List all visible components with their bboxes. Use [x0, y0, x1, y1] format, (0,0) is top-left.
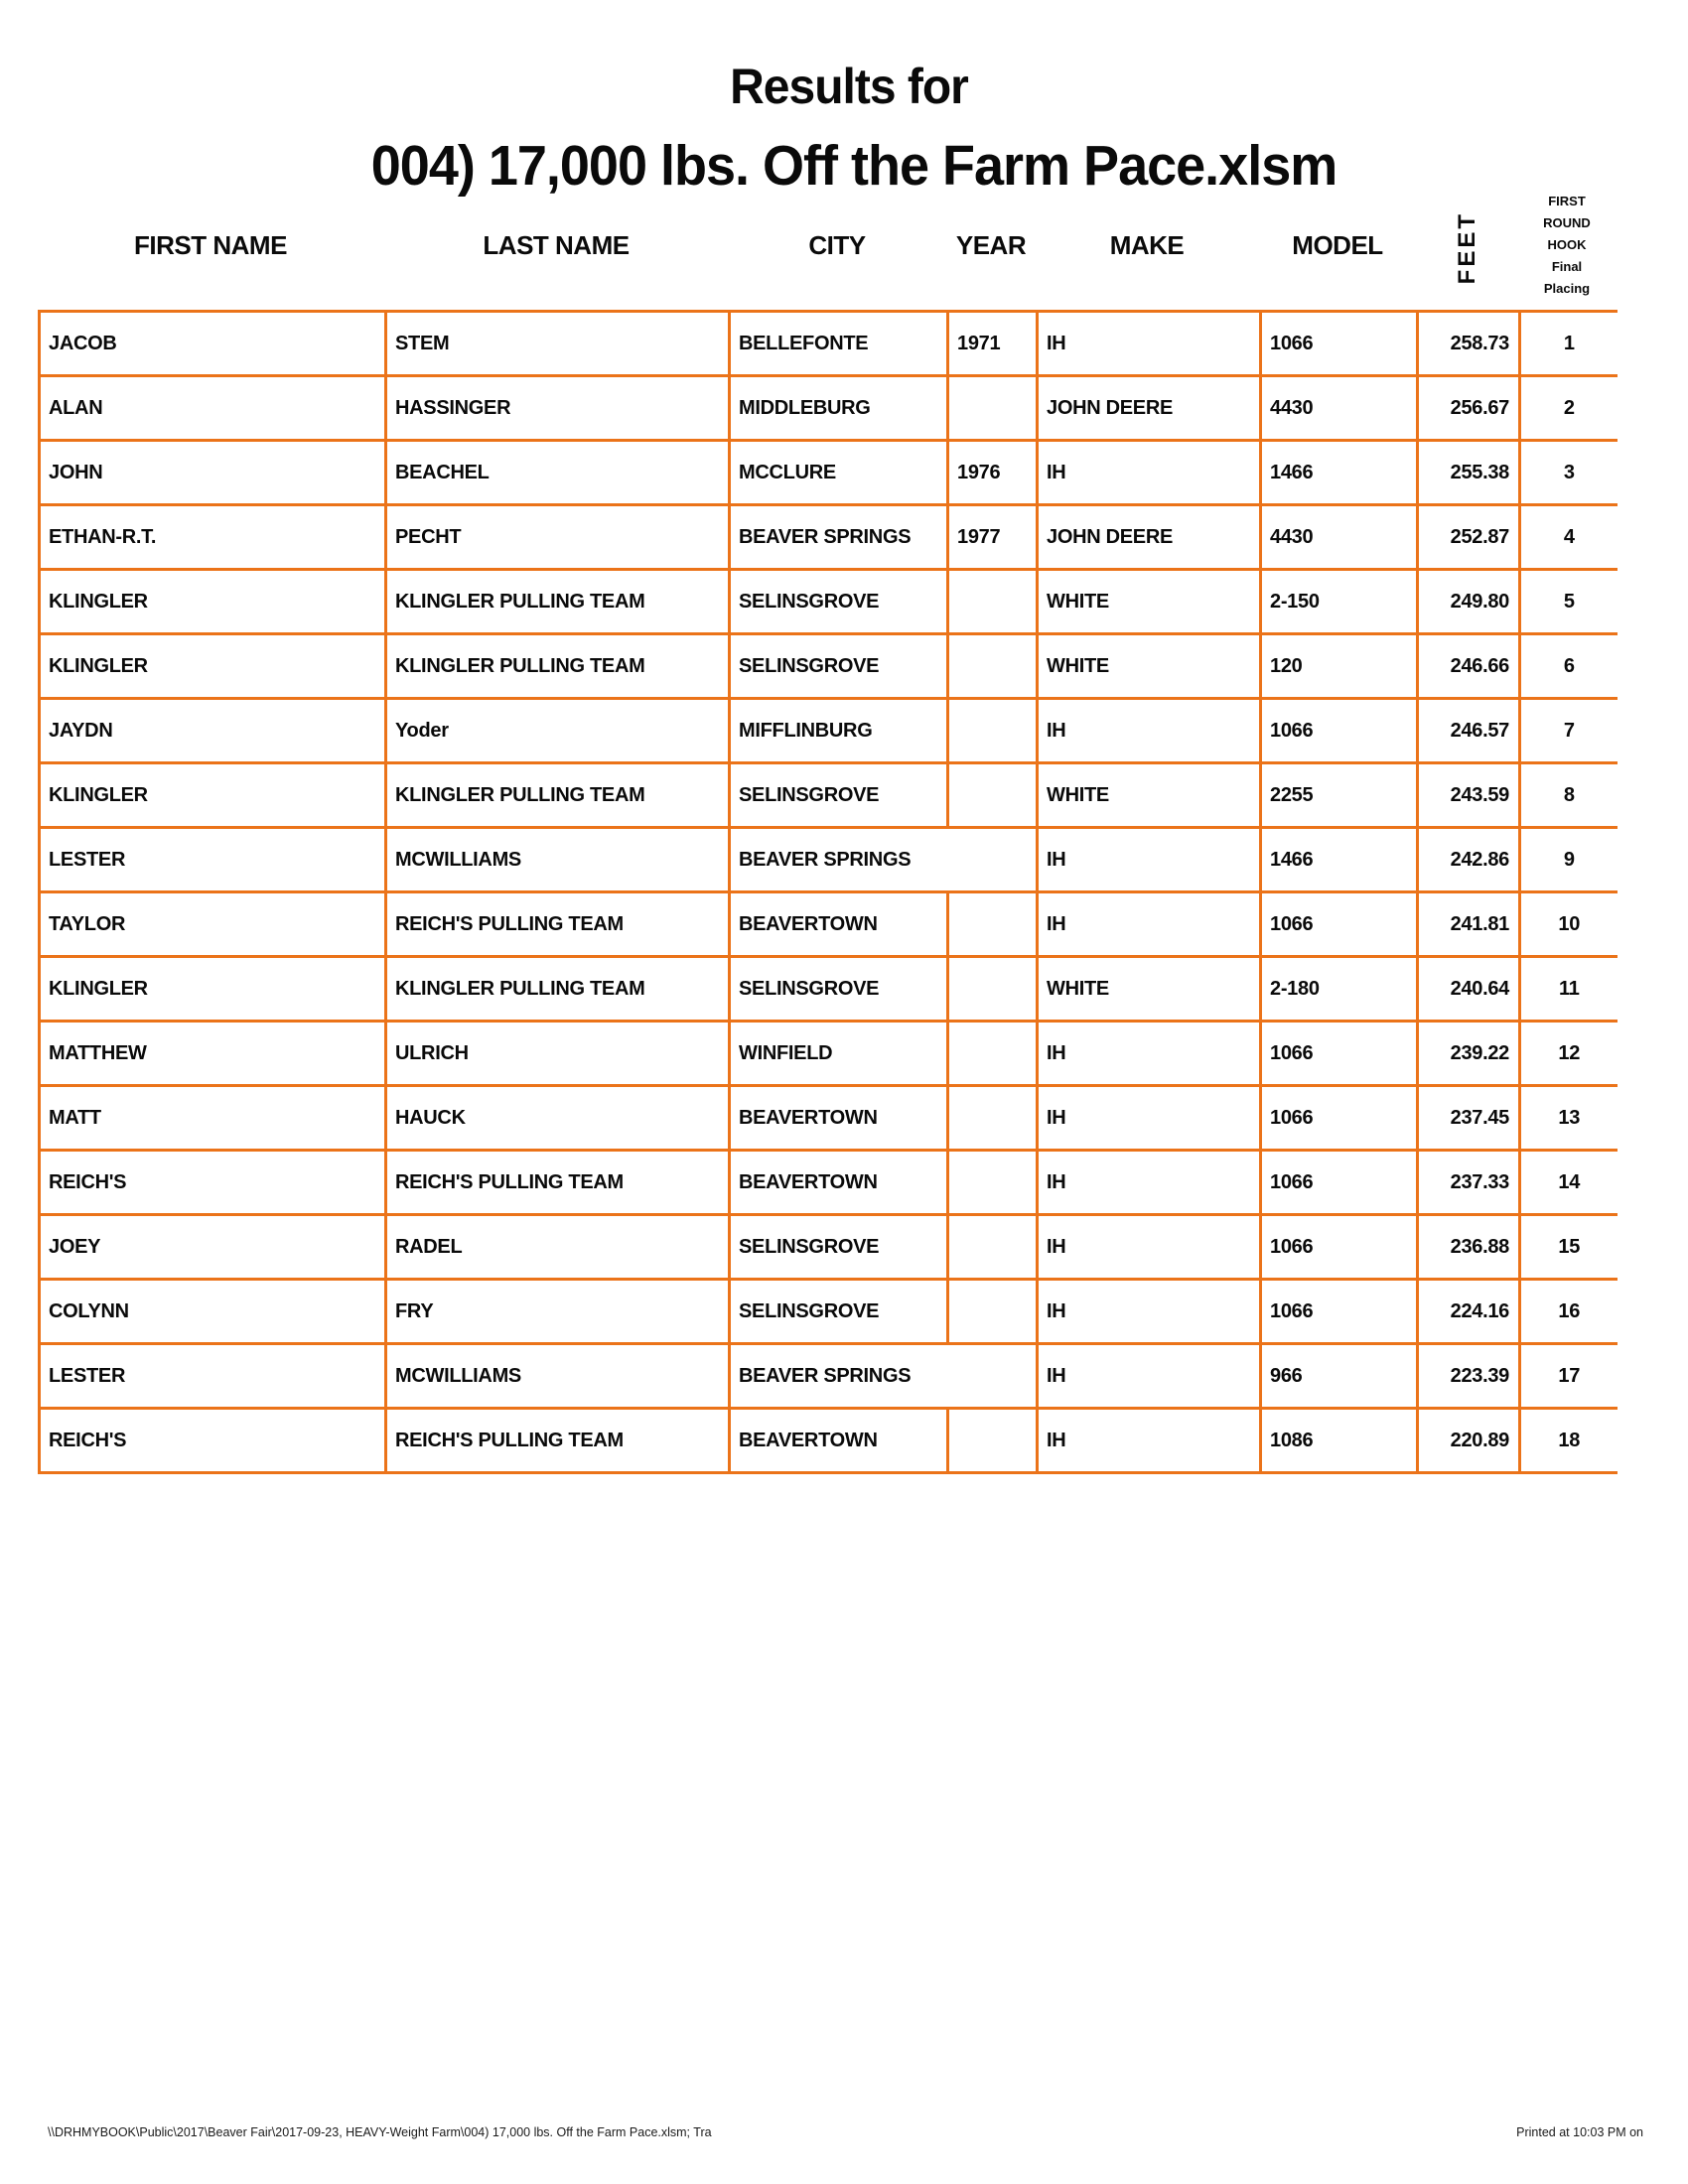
table-row [40, 1151, 1618, 1215]
cell-last-name: KLINGLER PULLING TEAM [386, 634, 730, 699]
cell-placing: 12 [1520, 1022, 1618, 1086]
cell-placing: 14 [1520, 1151, 1618, 1215]
page-title: Results for [730, 59, 968, 115]
page-subtitle: 004) 17,000 lbs. Off the Farm Pace.xlsm [370, 134, 1337, 198]
header-placing-line: Placing [1543, 281, 1591, 296]
footer-printed-at: Printed at 10:03 PM on [1516, 2125, 1643, 2139]
cell-city: MCCLURE [730, 441, 948, 505]
cell-make: IH [1038, 892, 1261, 957]
cell-year [948, 1409, 1038, 1473]
cell-placing: 1 [1520, 312, 1618, 376]
cell-feet: 239.22 [1418, 1022, 1520, 1086]
cell-model: 2-180 [1261, 957, 1418, 1022]
cell-make: IH [1038, 1086, 1261, 1151]
cell-feet: 236.88 [1418, 1215, 1520, 1280]
table-row [40, 1280, 1618, 1344]
cell-placing: 17 [1520, 1344, 1618, 1409]
cell-last-name: KLINGLER PULLING TEAM [386, 957, 730, 1022]
cell-first-name: LESTER [40, 828, 386, 892]
cell-placing: 9 [1520, 828, 1618, 892]
cell-year [948, 957, 1038, 1022]
cell-city: BELLEFONTE [730, 312, 948, 376]
cell-feet: 246.57 [1418, 699, 1520, 763]
cell-last-name: HASSINGER [386, 376, 730, 441]
cell-model: 4430 [1261, 376, 1418, 441]
table-row [40, 1086, 1618, 1151]
table-row [40, 312, 1618, 376]
cell-city: SELINSGROVE [730, 1280, 948, 1344]
header-placing-line: HOOK [1547, 237, 1587, 252]
cell-feet: 241.81 [1418, 892, 1520, 957]
header-feet [1437, 195, 1498, 302]
cell-first-name: MATT [40, 1086, 386, 1151]
cell-model: 2255 [1261, 763, 1418, 828]
cell-make: JOHN DEERE [1038, 376, 1261, 441]
cell-make: JOHN DEERE [1038, 505, 1261, 570]
header-make: MAKE [1109, 230, 1185, 260]
cell-first-name: JACOB [40, 312, 386, 376]
cell-city: BEAVERTOWN [730, 1409, 948, 1473]
table-row [40, 441, 1618, 505]
cell-first-name: KLINGLER [40, 957, 386, 1022]
cell-year [948, 570, 1038, 634]
cell-city: BEAVER SPRINGS [730, 505, 948, 570]
cell-year: 1971 [948, 312, 1038, 376]
header-feet-label: FEET [1454, 211, 1480, 285]
cell-placing: 3 [1520, 441, 1618, 505]
cell-placing: 11 [1520, 957, 1618, 1022]
table-row [40, 763, 1618, 828]
cell-placing: 8 [1520, 763, 1618, 828]
cell-city: SELINSGROVE [730, 634, 948, 699]
header-placing [1518, 191, 1616, 300]
cell-model: 1066 [1261, 1151, 1418, 1215]
table-row [40, 1409, 1618, 1473]
cell-feet: 258.73 [1418, 312, 1520, 376]
cell-year [948, 892, 1038, 957]
table-row [40, 376, 1618, 441]
table-row [40, 634, 1618, 699]
cell-model: 2-150 [1261, 570, 1418, 634]
cell-last-name: BEACHEL [386, 441, 730, 505]
cell-model: 1066 [1261, 312, 1418, 376]
cell-feet: 255.38 [1418, 441, 1520, 505]
cell-city: SELINSGROVE [730, 957, 948, 1022]
table-row [40, 1344, 1618, 1409]
cell-first-name: JOHN [40, 441, 386, 505]
cell-placing: 13 [1520, 1086, 1618, 1151]
cell-model: 1466 [1261, 828, 1418, 892]
cell-model: 1466 [1261, 441, 1418, 505]
cell-last-name: Yoder [386, 699, 730, 763]
cell-year [948, 1086, 1038, 1151]
table-row [40, 699, 1618, 763]
cell-make: IH [1038, 699, 1261, 763]
table-row [40, 828, 1618, 892]
cell-make: WHITE [1038, 634, 1261, 699]
cell-feet: 237.33 [1418, 1151, 1520, 1215]
cell-make: WHITE [1038, 763, 1261, 828]
cell-last-name: MCWILLIAMS [386, 828, 730, 892]
header-placing-line: FIRST [1548, 194, 1586, 208]
header-placing-line: Final [1551, 259, 1583, 274]
cell-model: 1066 [1261, 892, 1418, 957]
header-city: CITY [808, 230, 866, 260]
cell-make: IH [1038, 1151, 1261, 1215]
cell-city: BEAVERTOWN [730, 1086, 948, 1151]
cell-model: 4430 [1261, 505, 1418, 570]
cell-first-name: REICH'S [40, 1409, 386, 1473]
cell-city: SELINSGROVE [730, 1215, 948, 1280]
cell-year [948, 634, 1038, 699]
header-placing-line: ROUND [1543, 215, 1591, 230]
cell-placing: 6 [1520, 634, 1618, 699]
cell-make: IH [1038, 828, 1261, 892]
cell-make: IH [1038, 1409, 1261, 1473]
cell-last-name: ULRICH [386, 1022, 730, 1086]
header-year: YEAR [955, 230, 1027, 260]
cell-first-name: JOEY [40, 1215, 386, 1280]
cell-last-name: STEM [386, 312, 730, 376]
cell-model: 1086 [1261, 1409, 1418, 1473]
cell-make: WHITE [1038, 570, 1261, 634]
cell-last-name: REICH'S PULLING TEAM [386, 892, 730, 957]
cell-first-name: KLINGLER [40, 634, 386, 699]
cell-feet: 256.67 [1418, 376, 1520, 441]
cell-city: WINFIELD [730, 1022, 948, 1086]
cell-placing: 18 [1520, 1409, 1618, 1473]
cell-feet: 220.89 [1418, 1409, 1520, 1473]
cell-last-name: KLINGLER PULLING TEAM [386, 570, 730, 634]
cell-make: IH [1038, 312, 1261, 376]
cell-year [948, 699, 1038, 763]
cell-year: 1976 [948, 441, 1038, 505]
cell-placing: 15 [1520, 1215, 1618, 1280]
cell-year [948, 763, 1038, 828]
cell-city: MIFFLINBURG [730, 699, 948, 763]
cell-year [948, 1022, 1038, 1086]
header-model: MODEL [1292, 230, 1383, 260]
cell-last-name: RADEL [386, 1215, 730, 1280]
cell-last-name: KLINGLER PULLING TEAM [386, 763, 730, 828]
cell-year [948, 1280, 1038, 1344]
cell-first-name: REICH'S [40, 1151, 386, 1215]
cell-feet: 237.45 [1418, 1086, 1520, 1151]
cell-feet: 223.39 [1418, 1344, 1520, 1409]
cell-make: IH [1038, 1344, 1261, 1409]
cell-feet: 242.86 [1418, 828, 1520, 892]
cell-placing: 10 [1520, 892, 1618, 957]
cell-model: 1066 [1261, 1022, 1418, 1086]
cell-model: 120 [1261, 634, 1418, 699]
cell-feet: 240.64 [1418, 957, 1520, 1022]
cell-model: 1066 [1261, 1215, 1418, 1280]
cell-placing: 2 [1520, 376, 1618, 441]
cell-make: IH [1038, 1215, 1261, 1280]
cell-placing: 5 [1520, 570, 1618, 634]
cell-year: 1977 [948, 505, 1038, 570]
table-row [40, 505, 1618, 570]
table-row [40, 570, 1618, 634]
cell-first-name: ALAN [40, 376, 386, 441]
cell-placing: 4 [1520, 505, 1618, 570]
cell-feet: 243.59 [1418, 763, 1520, 828]
cell-model: 1066 [1261, 1086, 1418, 1151]
table-row [40, 957, 1618, 1022]
cell-city: SELINSGROVE [730, 763, 948, 828]
cell-first-name: JAYDN [40, 699, 386, 763]
header-last-name: LAST NAME [483, 230, 630, 260]
cell-last-name: HAUCK [386, 1086, 730, 1151]
cell-make: IH [1038, 441, 1261, 505]
cell-feet: 224.16 [1418, 1280, 1520, 1344]
cell-model: 966 [1261, 1344, 1418, 1409]
cell-last-name: REICH'S PULLING TEAM [386, 1409, 730, 1473]
table-row [40, 892, 1618, 957]
cell-placing: 7 [1520, 699, 1618, 763]
cell-city: SELINSGROVE [730, 570, 948, 634]
results-table [38, 310, 1618, 1474]
cell-last-name: REICH'S PULLING TEAM [386, 1151, 730, 1215]
footer-file-path: \\DRHMYBOOK\Public\2017\Beaver Fair\2017-09-23, HEAVY-Weight Farm\004) 17,000 lbs. Off the Farm Pace.xlsm; Tra [48, 2125, 712, 2139]
cell-feet: 249.80 [1418, 570, 1520, 634]
cell-city: BEAVERTOWN [730, 1151, 948, 1215]
table-row [40, 1215, 1618, 1280]
cell-placing: 16 [1520, 1280, 1618, 1344]
cell-make: IH [1038, 1280, 1261, 1344]
cell-model: 1066 [1261, 699, 1418, 763]
cell-first-name: TAYLOR [40, 892, 386, 957]
cell-city: BEAVERTOWN [730, 892, 948, 957]
cell-last-name: MCWILLIAMS [386, 1344, 730, 1409]
cell-last-name: FRY [386, 1280, 730, 1344]
cell-city: MIDDLEBURG [730, 376, 948, 441]
cell-first-name: MATTHEW [40, 1022, 386, 1086]
cell-model: 1066 [1261, 1280, 1418, 1344]
cell-city: BEAVER SPRINGS [730, 1344, 1038, 1409]
table-row [40, 1022, 1618, 1086]
cell-feet: 246.66 [1418, 634, 1520, 699]
cell-make: IH [1038, 1022, 1261, 1086]
cell-first-name: COLYNN [40, 1280, 386, 1344]
cell-first-name: KLINGLER [40, 570, 386, 634]
cell-year [948, 1151, 1038, 1215]
cell-year [948, 1215, 1038, 1280]
cell-feet: 252.87 [1418, 505, 1520, 570]
header-first-name: FIRST NAME [134, 230, 287, 260]
cell-first-name: ETHAN-R.T. [40, 505, 386, 570]
cell-city: BEAVER SPRINGS [730, 828, 1038, 892]
cell-make: WHITE [1038, 957, 1261, 1022]
cell-last-name: PECHT [386, 505, 730, 570]
cell-year [948, 376, 1038, 441]
cell-first-name: KLINGLER [40, 763, 386, 828]
cell-first-name: LESTER [40, 1344, 386, 1409]
